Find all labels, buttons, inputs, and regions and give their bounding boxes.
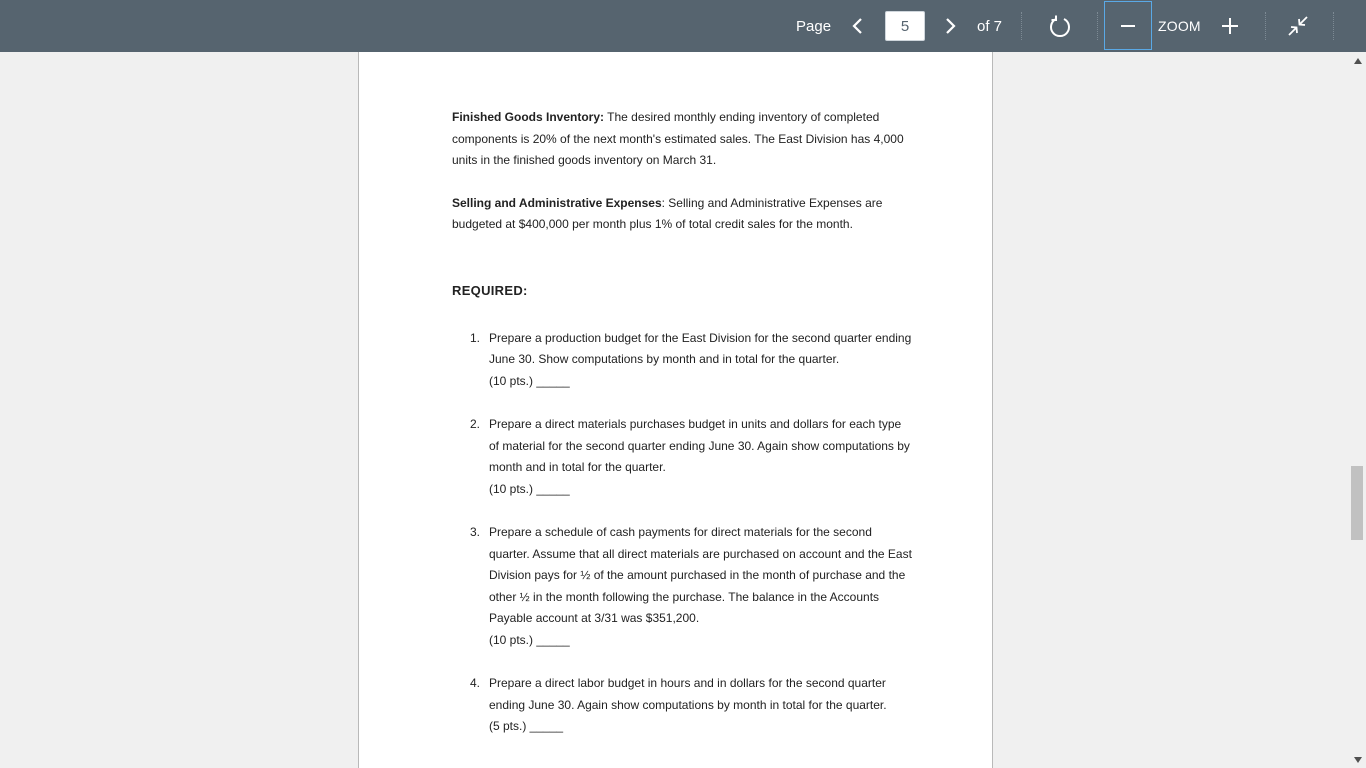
item-number: 3. bbox=[470, 524, 481, 539]
item-points: (10 pts.) _____ bbox=[489, 632, 570, 647]
plus-icon bbox=[1221, 17, 1239, 35]
item-text: Prepare a direct labor budget in hours and in dollars for the second quarter ending June 30. Again show computations by month in total for the quarter. bbox=[489, 676, 887, 712]
minus-icon bbox=[1120, 18, 1136, 34]
chevron-left-icon bbox=[851, 16, 865, 36]
document-page bbox=[358, 52, 993, 768]
scroll-down-arrow-icon bbox=[1354, 757, 1362, 763]
list-item bbox=[452, 522, 912, 652]
list-item bbox=[452, 328, 912, 393]
finished-goods-heading: Finished Goods Inventory: bbox=[452, 110, 605, 124]
exit-fullscreen-button[interactable] bbox=[1284, 0, 1312, 52]
selling-admin-heading: Selling and Administrative Expenses bbox=[452, 195, 662, 210]
requirements-list bbox=[452, 328, 912, 738]
list-item bbox=[452, 414, 912, 500]
rotate-button[interactable] bbox=[1044, 0, 1076, 52]
zoom-out-button[interactable] bbox=[1104, 1, 1152, 50]
item-text: Prepare a production budget for the East Division for the second quarter ending June 30. Show computations by month and in total for the quarter. bbox=[489, 330, 912, 367]
scroll-up-button[interactable] bbox=[1349, 52, 1366, 69]
toolbar-divider bbox=[1333, 12, 1334, 40]
list-item bbox=[452, 673, 912, 738]
rotate-icon bbox=[1048, 14, 1072, 38]
page-label: Page bbox=[796, 17, 832, 35]
document-viewer bbox=[0, 52, 1366, 768]
chevron-right-icon bbox=[943, 16, 957, 36]
item-points: (10 pts.) _____ bbox=[489, 481, 570, 496]
toolbar-divider bbox=[1265, 12, 1266, 40]
item-number: 1. bbox=[470, 330, 481, 345]
item-text: Prepare a schedule of cash payments for direct materials for the second quarter. Assume that all direct materials are purchased on account and the East Division pays for ½ of the amount purchased in the month of purchase and the other ½ in the month following the purchase. The balance in the Accounts Payable account at 3/31 was $351,200. bbox=[489, 524, 912, 626]
next-page-button[interactable] bbox=[938, 0, 962, 52]
finished-goods-text: The desired monthly ending inventory of completed components is 20% of the next month's estimated sales. The East Division has 4,000 units in the finished goods inventory on March 31. bbox=[452, 110, 904, 168]
selling-admin-text: : Selling and Administrative Expenses are budgeted at $400,000 per month plus 1% of total credit sales for the month. bbox=[452, 195, 883, 232]
scroll-down-button[interactable] bbox=[1349, 751, 1366, 768]
previous-page-button[interactable] bbox=[846, 0, 870, 52]
item-number: 2. bbox=[470, 416, 481, 431]
scroll-up-arrow-icon bbox=[1354, 58, 1362, 64]
toolbar-divider bbox=[1021, 12, 1022, 40]
toolbar-divider bbox=[1097, 12, 1098, 40]
zoom-in-button[interactable] bbox=[1216, 0, 1244, 52]
scrollbar-thumb[interactable] bbox=[1351, 466, 1363, 540]
finished-goods-paragraph bbox=[452, 107, 912, 172]
item-points: (5 pts.) _____ bbox=[489, 719, 564, 734]
vertical-scrollbar[interactable] bbox=[1349, 52, 1366, 768]
item-text: Prepare a direct materials purchases budget in units and dollars for each type of material for the second quarter ending June 30. Again show computations by month and in total for the quarter. bbox=[489, 416, 910, 475]
zoom-label: ZOOM bbox=[1158, 18, 1201, 34]
required-heading: REQUIRED: bbox=[452, 282, 528, 298]
page-count-label: of 7 bbox=[977, 17, 1003, 35]
viewer-toolbar bbox=[0, 0, 1366, 52]
collapse-icon bbox=[1287, 15, 1309, 37]
page-number-input[interactable] bbox=[885, 11, 925, 41]
page-content bbox=[452, 107, 912, 759]
selling-admin-paragraph bbox=[452, 193, 912, 236]
item-number: 4. bbox=[470, 676, 481, 691]
item-points: (10 pts.) _____ bbox=[489, 373, 570, 388]
